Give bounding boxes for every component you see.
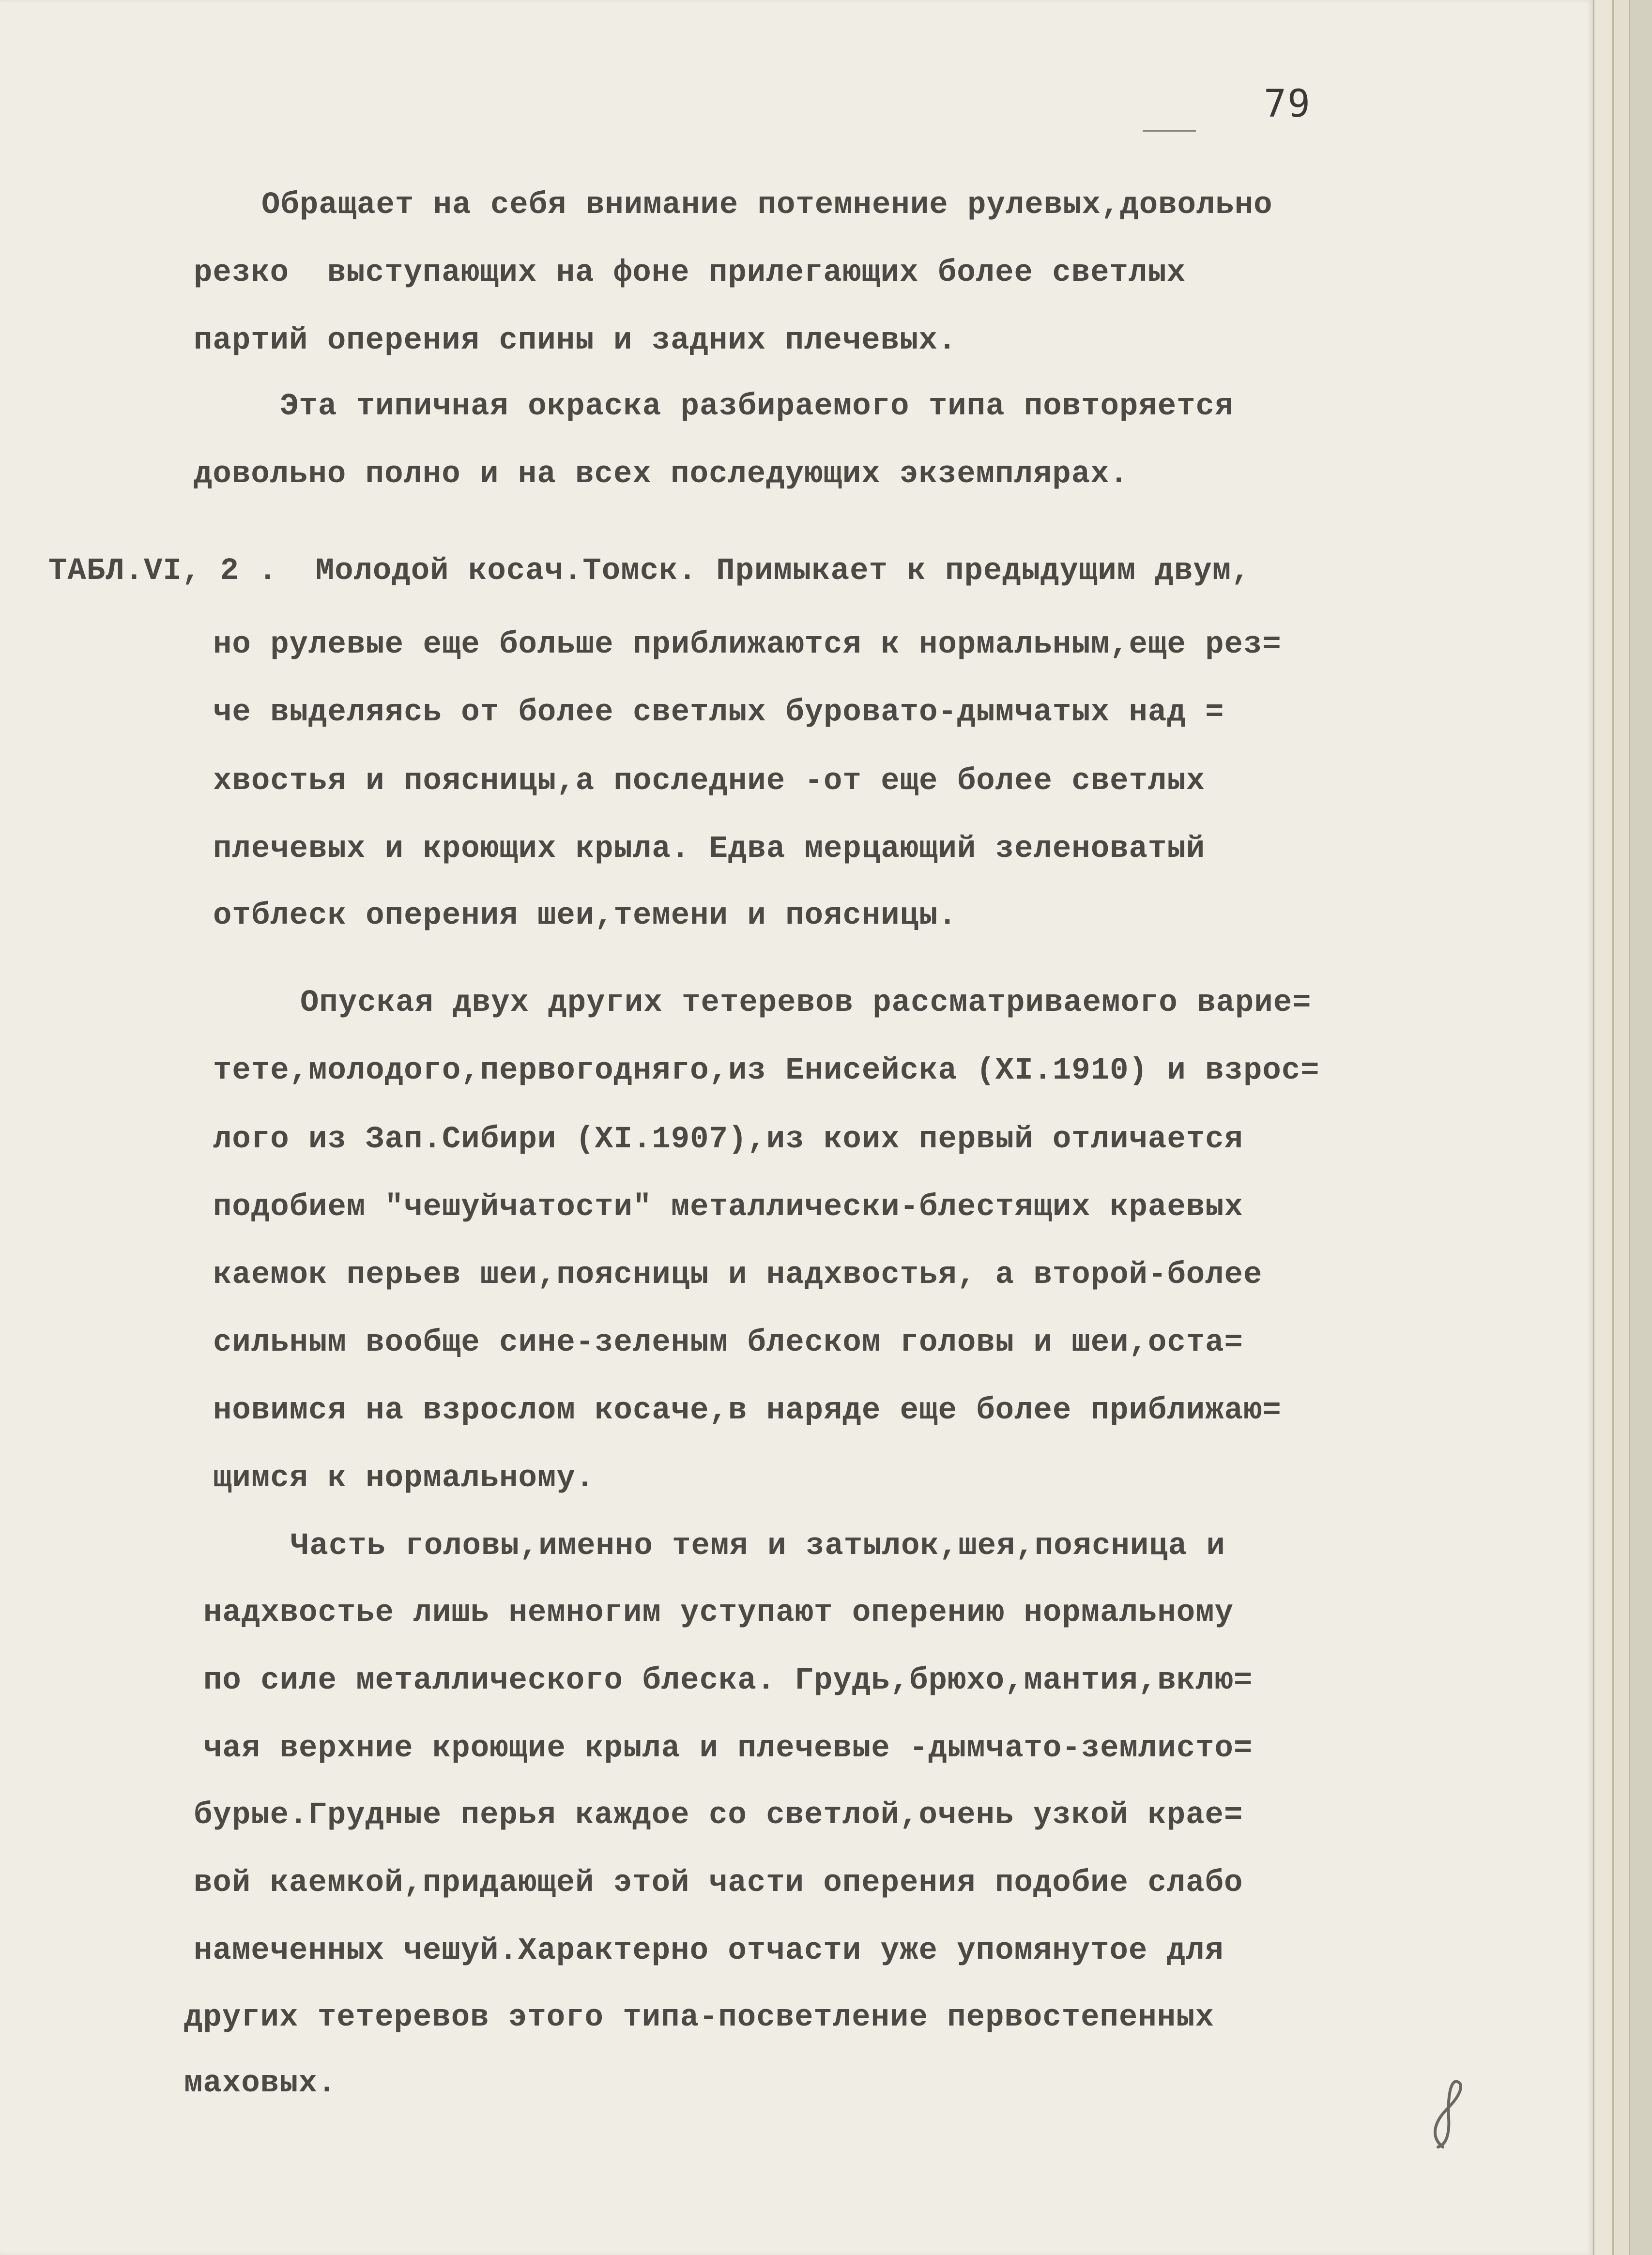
text-line: чая верхние кроющие крыла и плечевые -дымчато-землисто= [203, 1731, 1253, 1766]
page-edge [1629, 0, 1652, 2255]
text-line: по силе металлического блеска. Грудь,брюхо,мантия,вклю= [203, 1663, 1253, 1698]
text-line: новимся на взрослом косаче,в наряде еще более приближаю= [213, 1393, 1282, 1428]
text-line: резко выступающих на фоне прилегающих более светлых [194, 256, 1186, 290]
text-line: Опуская двух других тетеревов рассматриваемого варие= [300, 986, 1312, 1021]
text-line: Часть головы,именно темя и затылок,шея,поясница и [291, 1529, 1225, 1564]
text-line: других тетеревов этого типа-посветление первостепенных [184, 2000, 1214, 2035]
text-line: сильным вообще сине-зеленым блеском головы и шеи,оста= [213, 1326, 1243, 1360]
text-line: отблеск оперения шеи,темени и поясницы. [213, 899, 957, 933]
page-edge [1612, 0, 1630, 2255]
text-line: маховых. [184, 2066, 337, 2101]
text-line: партий оперения спины и задних плечевых. [194, 323, 957, 358]
text-line: Обращает на себя внимание потемнение рулевых,довольно [261, 188, 1273, 223]
text-line: че выделяясь от более светлых буровато-дымчатых над = [213, 695, 1224, 730]
text-line: надхвостье лишь немногим уступают оперению нормальному [203, 1596, 1234, 1630]
text-line: лого из Зап.Сибири (XI.1907),из коих первый отличается [213, 1122, 1243, 1157]
text-line: подобием "чешуйчатости" металлически-блестящих краевых [213, 1190, 1243, 1225]
text-line: каемок перьев шеи,поясницы и надхвостья, а второй-более [213, 1258, 1263, 1293]
page-number: 79 [1264, 82, 1311, 126]
text-line: хвостья и поясницы,а последние -от еще более светлых [213, 764, 1206, 799]
text-line: плечевых и кроющих крыла. Едва мерцающий зеленоватый [213, 832, 1206, 867]
pencil-mark [1143, 130, 1196, 132]
text-line: вой каемкой,придающей этой части оперения подобие слабо [194, 1866, 1243, 1901]
text-line: тете,молодого,первогодняго,из Енисейска (XI.1910) и взрос= [213, 1053, 1320, 1088]
text-line: щимся к нормальному. [213, 1461, 595, 1496]
page-edge [1593, 0, 1614, 2255]
text-line: Эта типичная окраска разбираемого типа повторяется [280, 389, 1234, 424]
text-line: но рулевые еще больше приближаются к нормальным,еще рез= [213, 627, 1282, 662]
text-line: бурые.Грудные перья каждое со светлой,очень узкой крае= [194, 1798, 1243, 1833]
text-line: ТАБЛ.VI, 2 . Молодой косач.Томск. Примыкает к предыдущим двум, [48, 554, 1251, 589]
handwritten-mark-icon [1428, 2079, 1467, 2152]
text-line: намеченных чешуй.Характерно отчасти уже упомянутое для [194, 1934, 1224, 1968]
text-line: довольно полно и на всех последующих экземплярах. [194, 457, 1129, 492]
